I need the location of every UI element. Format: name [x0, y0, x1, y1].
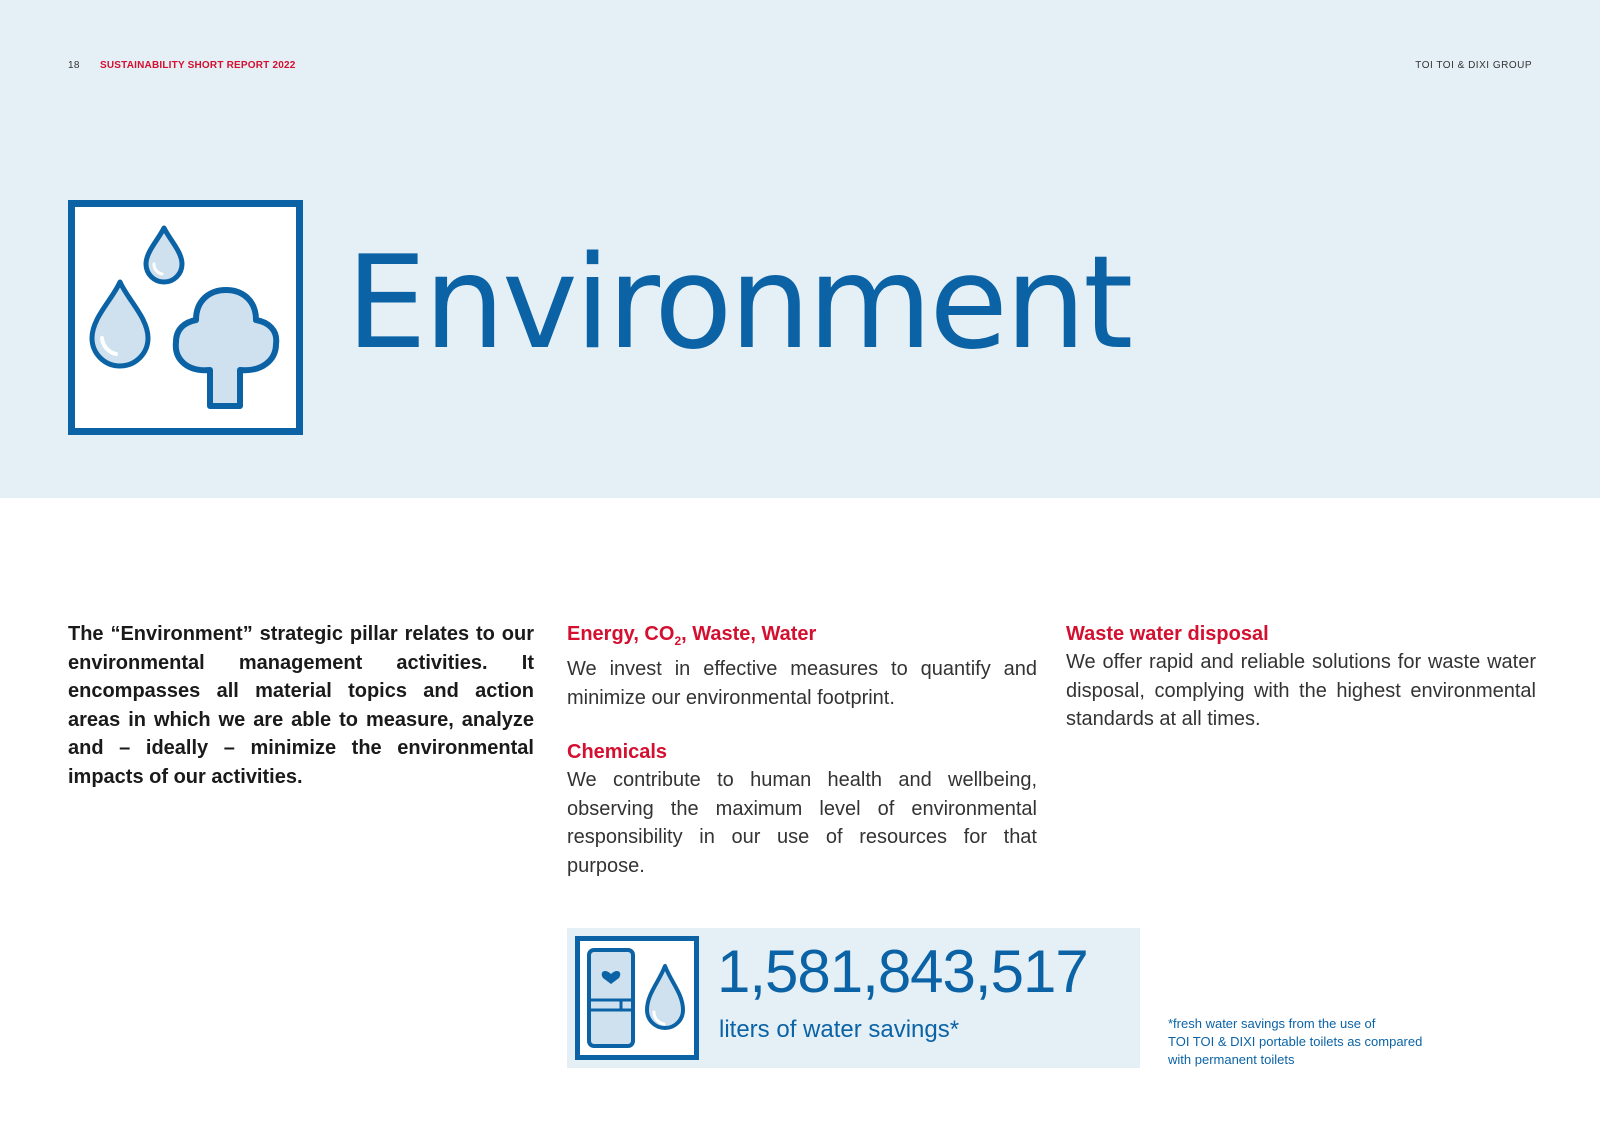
topic-energy	[567, 620, 1037, 712]
water-savings-label: liters of water savings*	[719, 1016, 960, 1043]
topic-text-waste-water: We offer rapid and reliable solutions for waste water disposal, complying with the highest environmental standards at all times.	[1066, 651, 1536, 730]
footnote-line: with permanent toilets	[1168, 1052, 1295, 1067]
topics-column-middle	[567, 620, 1037, 906]
topic-waste-water	[1066, 620, 1536, 734]
page-number: 18	[68, 60, 80, 71]
water-savings-value: 1,581,843,517	[717, 938, 1088, 1005]
page-title: Environment	[346, 229, 1131, 378]
toilet-water-drop-icon	[575, 936, 699, 1060]
footnote	[1168, 1015, 1468, 1069]
intro-paragraph: The “Environment” strategic pillar relates to our environmental management activities. It encompasses all material topics and action areas in which we are able to measure, analyze and – ideally – minimize the environmental impacts of our activities.	[68, 623, 534, 788]
footnote-line: TOI TOI & DIXI portable toilets as compared	[1168, 1034, 1423, 1049]
topic-title-chemicals: Chemicals	[567, 741, 668, 763]
water-drops-and-tree-icon	[68, 200, 303, 435]
topic-text-energy: We invest in effective measures to quantify and minimize our environmental footprint.	[567, 658, 1037, 709]
topic-text-chemicals: We contribute to human health and wellbeing, observing the maximum level of environmental responsibility in our use of resources for that purpose.	[567, 769, 1037, 877]
water-savings-stat	[567, 928, 1140, 1068]
topic-chemicals	[567, 738, 1037, 880]
hero-banner	[0, 0, 1600, 498]
footnote-line: *fresh water savings from the use of	[1168, 1016, 1376, 1031]
topic-title-waste-water: Waste water disposal	[1066, 623, 1269, 645]
topics-column-right	[1066, 620, 1536, 760]
topic-title-energy: Energy, $CO_2$, Waste, Water	[567, 623, 817, 648]
report-title: SUSTAINABILITY SHORT REPORT 2022	[100, 60, 296, 71]
group-name: TOI TOI & DIXI GROUP	[1415, 60, 1532, 71]
